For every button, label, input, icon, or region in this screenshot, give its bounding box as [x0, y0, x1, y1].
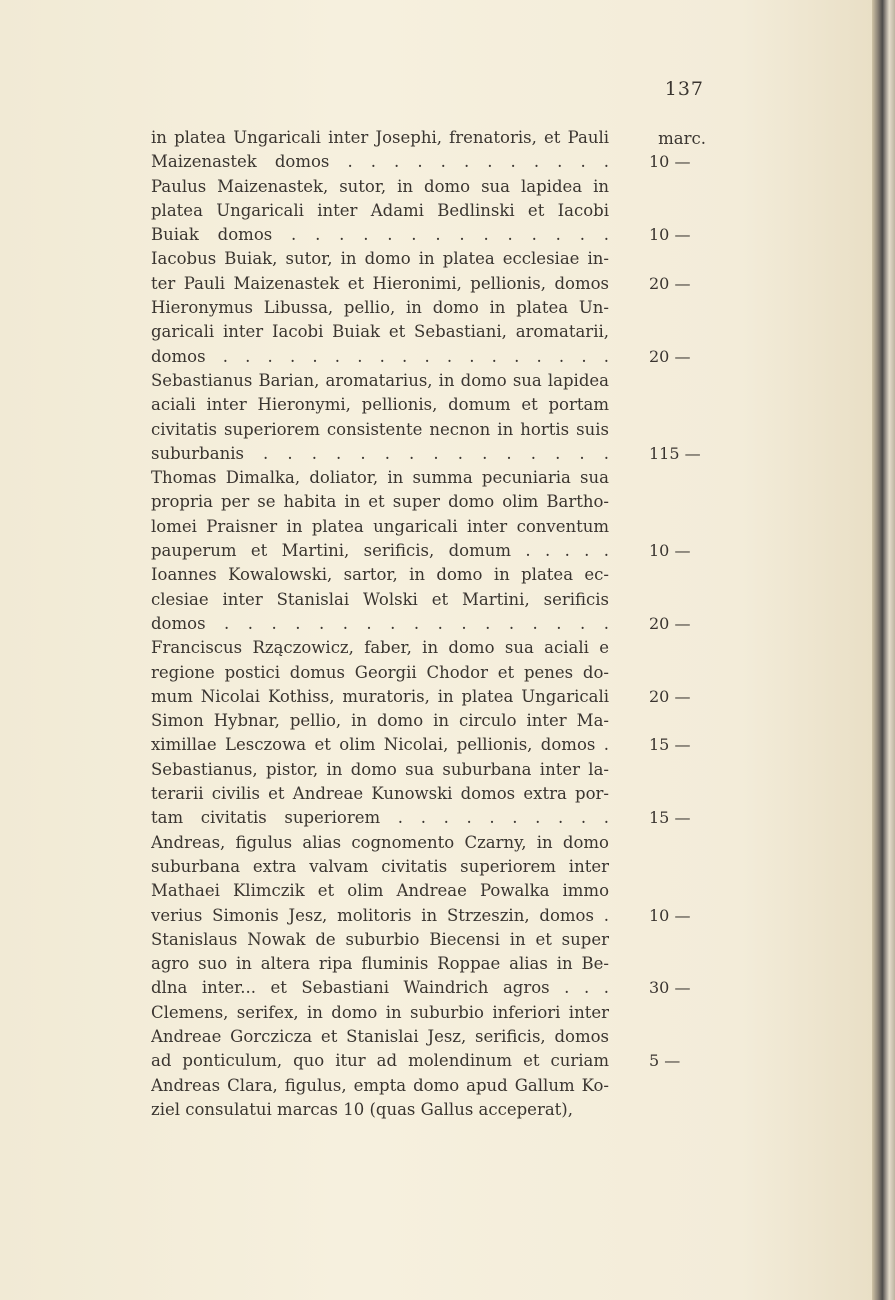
- line-text: ter Pauli Maizenastek et Hieronimi, pellionis, domos: [151, 273, 609, 293]
- text-line: [151, 879, 711, 903]
- text-line: [151, 1001, 711, 1025]
- line-text: Thomas Dimalka, doliator, in summa pecuniaria sua: [151, 468, 609, 488]
- line-text: domos . . . . . . . . . . . . . . . . .: [151, 613, 609, 633]
- line-text: suburbana extra valvam civitatis superiorem inter: [151, 856, 609, 876]
- line-text: pauperum et Martini, serificis, domum . . . . .: [151, 541, 609, 561]
- line-text: Andreae Gorczicza et Stanislai Jesz, serificis, domos: [151, 1026, 609, 1046]
- line-text: Andreas Clara, figulus, empta domo apud Gallum Ko-: [151, 1075, 609, 1095]
- line-text: Hieronymus Libussa, pellio, in domo in platea Un-: [151, 298, 609, 318]
- line-text: Iacobus Buiak, sutor, in domo in platea ecclesiae in-: [151, 249, 609, 269]
- line-text: regione postici domus Georgii Chodor et penes do-: [151, 662, 609, 682]
- line-text: propria per se habita in et super domo olim Bartho-: [151, 492, 609, 512]
- line-text: Paulus Maizenastek, sutor, in domo sua lapidea in: [151, 176, 609, 196]
- text-line: [151, 515, 711, 539]
- line-text: Buiak domos . . . . . . . . . . . . . .: [151, 225, 609, 245]
- amount-value: 10 —: [649, 225, 691, 245]
- line-text: ximillae Lesczowa et olim Nicolai, pellionis, domos .: [151, 735, 609, 755]
- text-line: [151, 709, 711, 733]
- text-line: [151, 976, 711, 1000]
- text-line: [151, 393, 711, 417]
- text-line: [151, 831, 711, 855]
- text-line: [151, 685, 711, 709]
- line-text: mum Nicolai Kothiss, muratoris, in platea Ungaricali: [151, 686, 609, 706]
- line-text: suburbanis . . . . . . . . . . . . . . .: [151, 443, 609, 463]
- line-text: ziel consulatui marcas 10 (quas Gallus acceperat),: [151, 1099, 573, 1119]
- line-text: platea Ungaricali inter Adami Bedlinski et Iacobi: [151, 200, 609, 220]
- text-line: [151, 1074, 711, 1098]
- text-line: [151, 418, 711, 442]
- text-line: [151, 466, 711, 490]
- text-line: [151, 782, 711, 806]
- text-line: [151, 928, 711, 952]
- text-line: [151, 150, 711, 174]
- amount-value: 10 —: [649, 152, 691, 172]
- document-body: [151, 126, 711, 1122]
- page-number: 137: [664, 78, 704, 100]
- text-line: [151, 1098, 711, 1122]
- amount-value: 5 —: [649, 1051, 681, 1071]
- line-text: garicali inter Iacobi Buiak et Sebastiani, aromatarii,: [151, 322, 609, 342]
- text-line: [151, 442, 711, 466]
- amount-column-header: marc.: [658, 129, 706, 148]
- line-text: in platea Ungaricali inter Josephi, frenatoris, et Pauli: [151, 128, 609, 147]
- text-line: [151, 369, 711, 393]
- amount-value: 10 —: [649, 541, 691, 561]
- text-line: [151, 223, 711, 247]
- text-line: [151, 320, 711, 344]
- text-line: [151, 758, 711, 782]
- text-line: [151, 126, 711, 150]
- text-line: [151, 636, 711, 660]
- amount-value: 15 —: [649, 735, 691, 755]
- amount-value: 10 —: [649, 905, 691, 925]
- text-line: [151, 612, 711, 636]
- line-text: domos . . . . . . . . . . . . . . . . . .: [151, 346, 609, 366]
- line-text: clesiae inter Stanislai Wolski et Martini, serificis: [151, 589, 609, 609]
- line-text: civitatis superiorem consistente necnon in hortis suis: [151, 419, 609, 439]
- line-text: Simon Hybnar, pellio, in domo in circulo inter Ma-: [151, 711, 609, 731]
- text-line: [151, 855, 711, 879]
- text-line: [151, 588, 711, 612]
- text-line: [151, 1049, 711, 1073]
- text-line: [151, 199, 711, 223]
- amount-value: 20 —: [649, 273, 691, 293]
- line-text: Ioannes Kowalowski, sartor, in domo in platea ec-: [151, 565, 609, 585]
- line-text: tam civitatis superiorem . . . . . . . . . .: [151, 808, 609, 828]
- text-line: [151, 539, 711, 563]
- text-line: [151, 904, 711, 928]
- line-text: Andreas, figulus alias cognomento Czarny, in domo: [151, 832, 609, 852]
- amount-value: 30 —: [649, 978, 691, 998]
- line-text: verius Simonis Jesz, molitoris in Strzeszin, domos .: [151, 905, 609, 925]
- text-line: [151, 806, 711, 830]
- line-text: Stanislaus Nowak de suburbio Biecensi in et super: [151, 929, 609, 949]
- text-line: [151, 345, 711, 369]
- line-text: ad ponticulum, quo itur ad molendinum et curiam: [151, 1051, 609, 1071]
- line-text: agro suo in altera ripa fluminis Roppae alias in Be-: [151, 954, 609, 974]
- amount-value: 20 —: [649, 346, 691, 366]
- amount-value: 20 —: [649, 686, 691, 706]
- amount-value: 20 —: [649, 613, 691, 633]
- line-text: terarii civilis et Andreae Kunowski domos extra por-: [151, 784, 609, 804]
- text-line: [151, 272, 711, 296]
- text-line: [151, 296, 711, 320]
- line-text: Mathaei Klimczik et olim Andreae Powalka immo: [151, 881, 609, 901]
- text-line: [151, 490, 711, 514]
- page-edge: [872, 0, 895, 1300]
- line-text: Maizenastek domos . . . . . . . . . . . .: [151, 152, 609, 172]
- text-line: [151, 563, 711, 587]
- line-text: aciali inter Hieronymi, pellionis, domum et portam: [151, 395, 609, 415]
- line-text: Sebastianus, pistor, in domo sua suburbana inter la-: [151, 759, 609, 779]
- line-text: Clemens, serifex, in domo in suburbio inferiori inter: [151, 1002, 609, 1022]
- amount-value: 15 —: [649, 808, 691, 828]
- text-line: [151, 952, 711, 976]
- text-line: [151, 661, 711, 685]
- line-text: Franciscus Rzączowicz, faber, in domo sua aciali e: [151, 638, 609, 658]
- text-line: [151, 247, 711, 271]
- text-line: [151, 175, 711, 199]
- line-text: lomei Praisner in platea ungaricali inter conventum: [151, 516, 609, 536]
- text-line: [151, 1025, 711, 1049]
- text-line: [151, 733, 711, 757]
- line-text: dlna inter... et Sebastiani Waindrich agros . . .: [151, 978, 609, 998]
- line-text: Sebastianus Barian, aromatarius, in domo sua lapidea: [151, 370, 609, 390]
- amount-value: 115 —: [649, 443, 701, 463]
